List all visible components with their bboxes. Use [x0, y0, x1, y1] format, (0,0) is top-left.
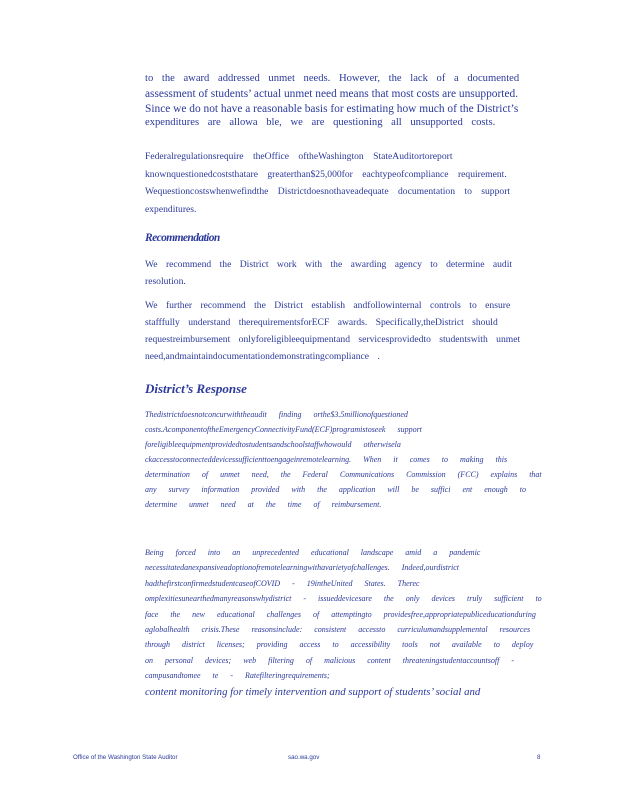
finding-paragraph-1-body: assessment of students’ actual unmet need means that most costs are unsupported. Since we do not have a reasonable basis for estimating how much of the District’s — [145, 87, 519, 115]
response-heading: District’s Response — [145, 381, 247, 396]
finding-paragraph-2 — [145, 148, 545, 218]
response-paragraph-1 — [145, 407, 545, 512]
recommendation-paragraph-2-text: We further recommend the District establish andfollowinternal controls to ensure stafffully understand therequirementsforECF awards. Specifically,theDistrict should requestreimbursement onlyforeligibleequipmentand servicesprovidedto studentswith unmet need,andmaintaindocumentationdemonstratingcompliance . — [145, 300, 521, 362]
response-paragraph-2-text: Being forced into an unprecedented educational landscape amid a pandemic necessitatedanexpansiveadoptionofremotelearningwithavarietyofchallenges. Indeed,ourdistrict hadthefirstconfirmedstudentcaseofCOVID - 19intheUnited States. Therec omplexitiesunearthedmanyreasonswhydistrict - issueddevicesare the only devices truly sufficient to face the new educational challenges of attemptingto providesfree,appropriatepubliceducationduring aglobalhealth crisis.These reasonsinclude: consistent accessto curriculumandsupplemental resources through district licenses; providing access to accessibility tools not available to deploy on personal devices; web filtering of malicious content threateningstudentaccountsoff - campusandtomee te - Ratefilteringrequirements; — [145, 548, 542, 681]
response-paragraph-2 — [145, 545, 545, 700]
footer-website: sao.wa.gov — [288, 754, 320, 761]
finding-paragraph-1-end: expenditures are allowa ble, we are questioning all unsupported costs. — [145, 117, 496, 129]
footer-office: Office of the Washington State Auditor — [73, 754, 178, 761]
finding-paragraph-2-text: Federalregulationsrequire theOffice oftheWashington StateAuditortoreport knownquestionedcoststhatare greaterthan$25,000for eachtypeofcompliance requirement. Wequestioncostswhenwefindthe Districtdoesnothaveadequate documentation to support expenditures. — [145, 151, 511, 215]
response-paragraph-2-last-line: content monitoring for timely intervention and support of students’ social and — [145, 685, 481, 698]
response-paragraph-1-text: Thedistrictdoesnotconcurwiththeaudit finding orthe$3.5millionofquestioned costs.AcomponentoftheEmergencyConnectivityFund(ECF)programistoseek support foreligibleequipmentprovidedtostudentsandschoolstaffwhowould otherwisela ckaccesstoconnecteddevicessufficienttoengageinremotelearning. When it comes to making this determination of unmet need, the Federal Communications Commission (FCC) explains that any survey information provided with the application will be suffici ent enough to determine unmet need at the time of reimbursement. — [145, 410, 542, 509]
footer-page-number: 8 — [537, 754, 541, 761]
recommendation-paragraph-1-text: We recommend the District work with the awarding agency to determine audit resolution. — [145, 259, 513, 287]
finding-paragraph-1 — [145, 72, 545, 131]
recommendation-paragraph-1 — [145, 256, 545, 290]
recommendation-paragraph-2 — [145, 297, 545, 365]
finding-paragraph-1-line1: to the award addressed unmet needs. However, the lack of a documented — [145, 73, 520, 84]
recommendation-heading: Recommendation — [145, 232, 220, 244]
